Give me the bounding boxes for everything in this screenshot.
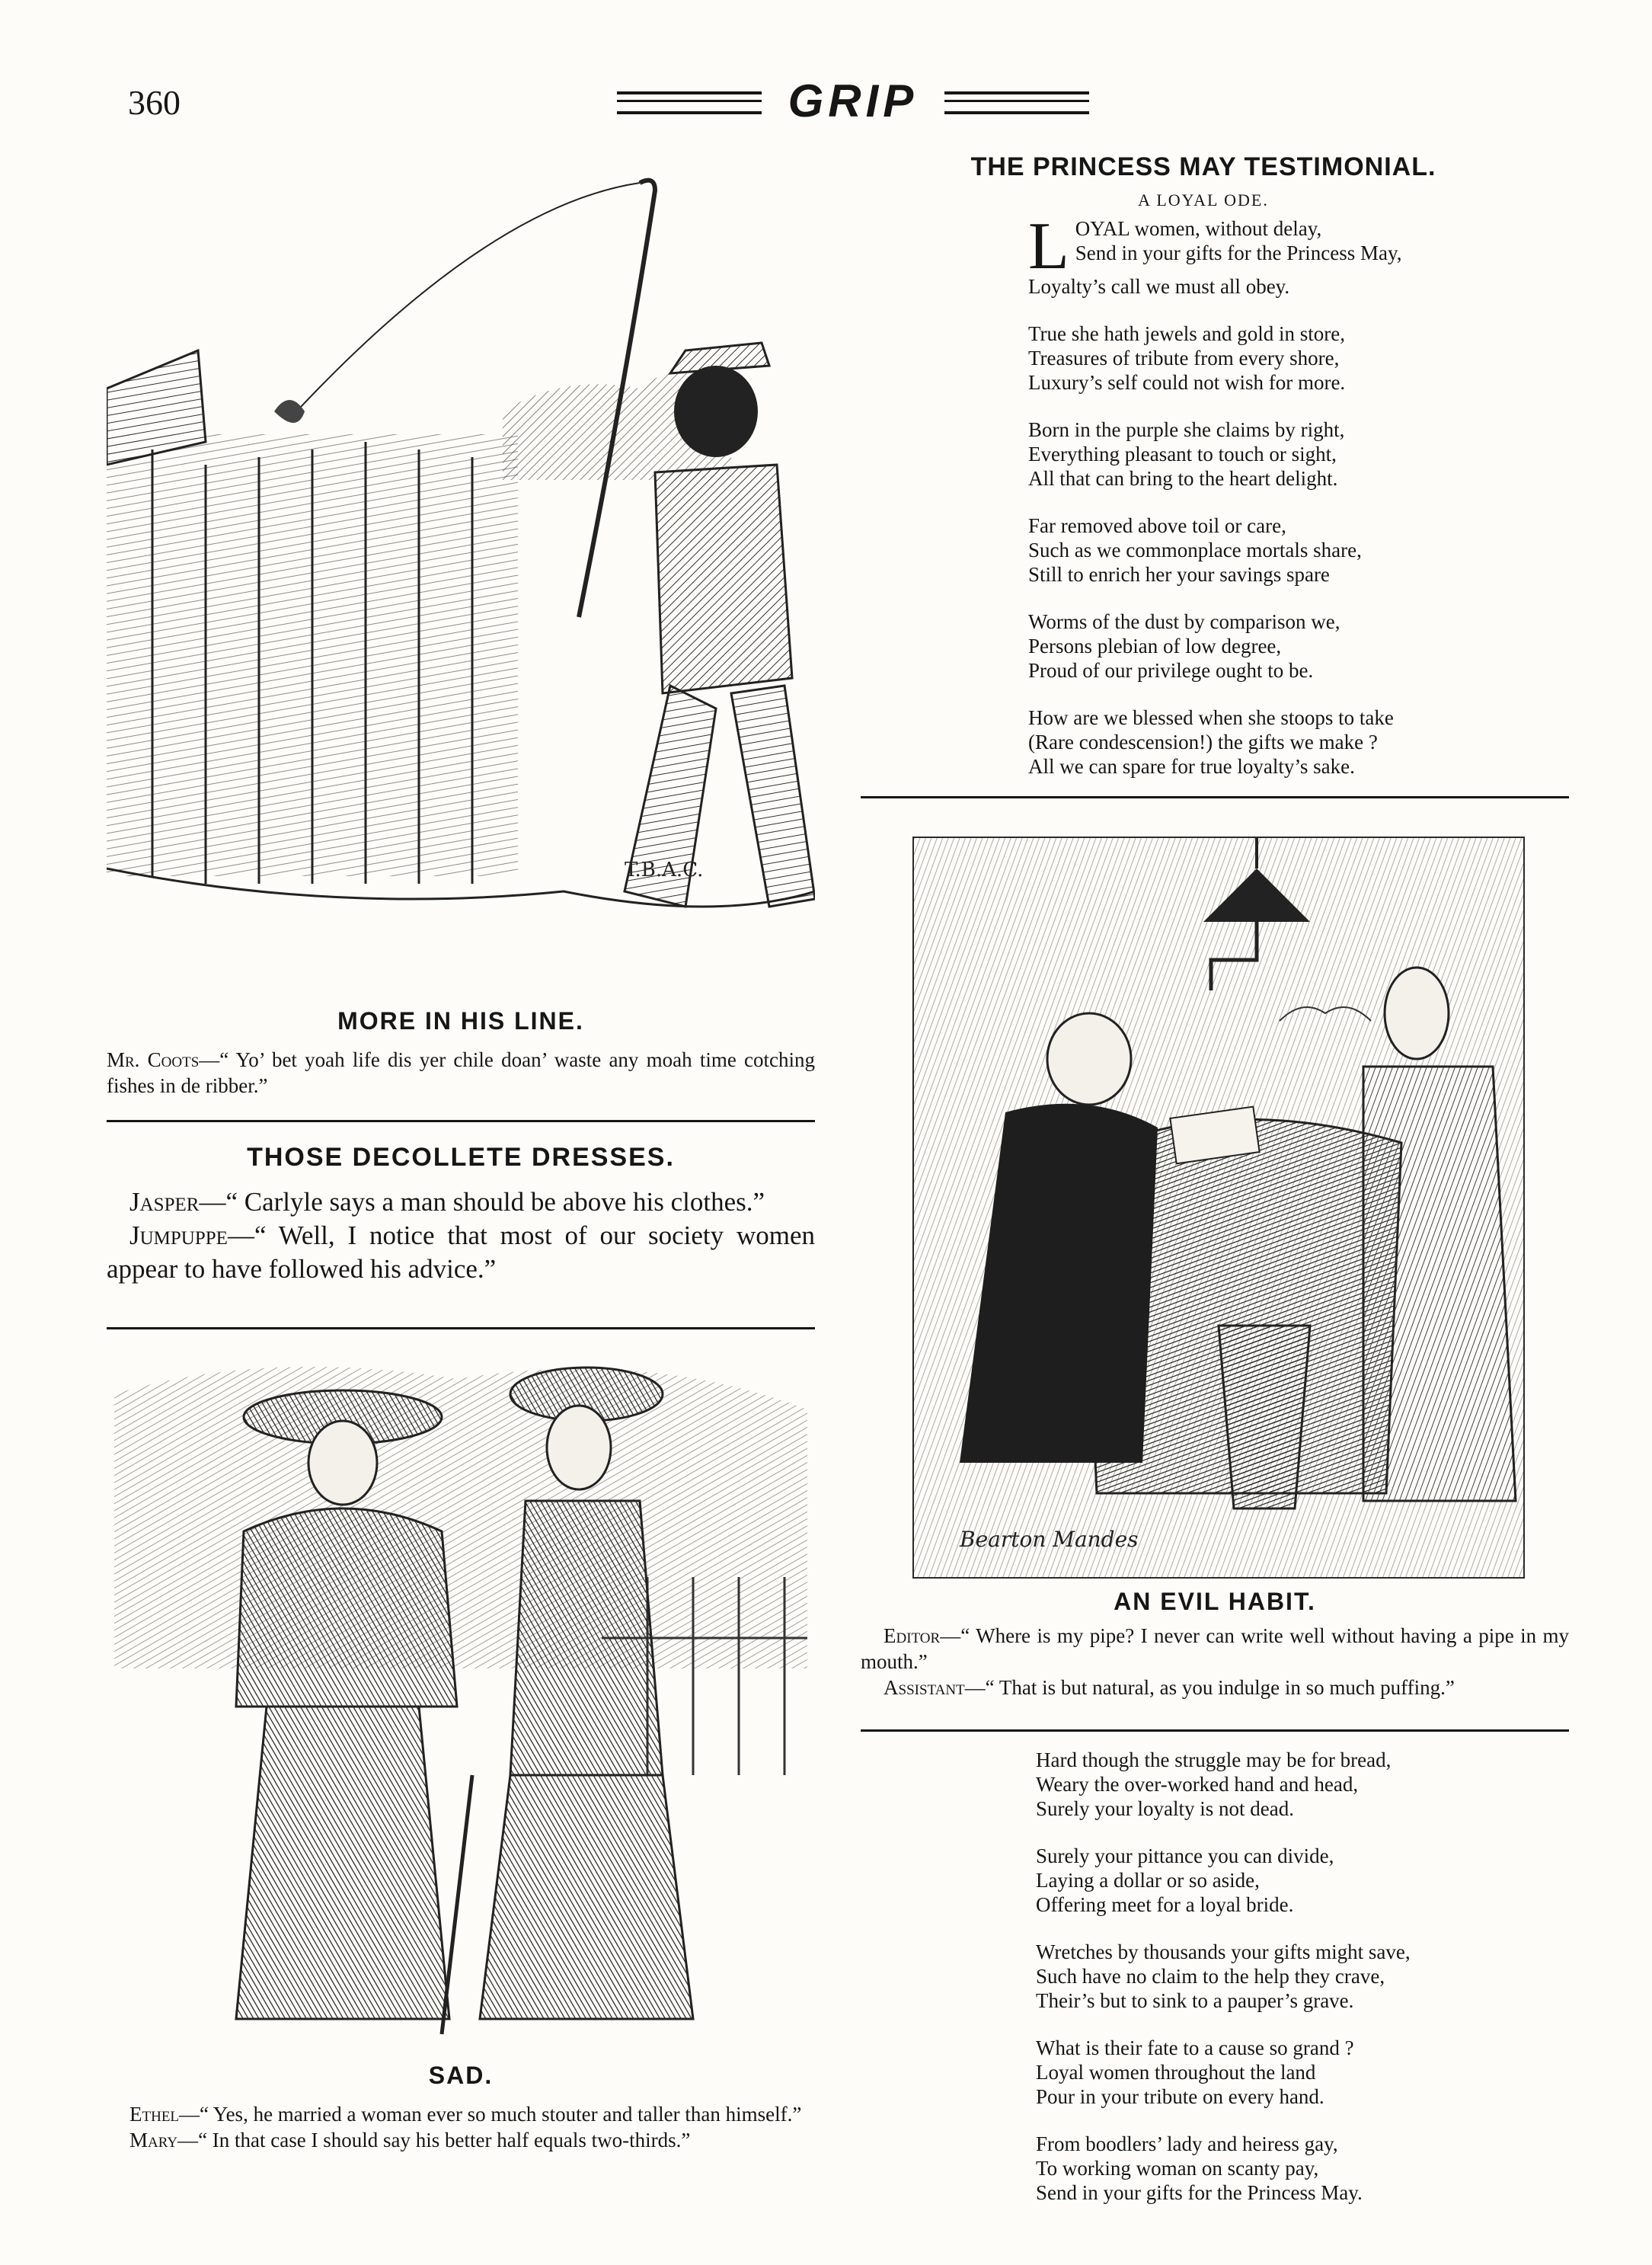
poem-line: All that can bring to the heart delight. (1028, 467, 1338, 490)
poem-line: Persons plebian of low degree, (1028, 635, 1282, 657)
jasper-line (107, 1185, 815, 1219)
poem-line: True she hath jewels and gold in store, (1028, 322, 1345, 345)
poem-line: Worms of the dust by comparison we, (1028, 610, 1340, 633)
cartoon-two-women-illustration (114, 1348, 807, 2049)
poem-line: Surely your loyalty is not dead. (1036, 1797, 1294, 1820)
speaker-jumpuppe: Jumpuppe (129, 1220, 228, 1250)
fisherman-drawing (107, 160, 815, 990)
page-number: 360 (128, 83, 181, 122)
speaker-editor: Editor (884, 1624, 941, 1647)
evil-habit-caption (861, 1623, 1569, 1700)
divider (107, 1327, 815, 1329)
dropcap: L (1028, 210, 1069, 283)
testimonial-title: THE PRINCESS MAY TESTIMONIAL. (970, 152, 1436, 181)
poem-line: Pour in your tribute on every hand. (1036, 2085, 1324, 2108)
poem-line: Proud of our privilege ought to be. (1028, 659, 1314, 682)
cartoon-caption (107, 1047, 815, 1099)
cartoon-signature: T.B.A.C. (625, 859, 704, 881)
masthead (609, 75, 1097, 128)
stanza-3 (1028, 417, 1546, 491)
stanza-5 (1028, 609, 1546, 683)
stanza-4 (1028, 513, 1546, 587)
poem-line: Loyal women throughout the land (1036, 2061, 1316, 2084)
poem-line: To working woman on scanty pay, (1036, 2157, 1319, 2180)
jumpuppe-text: —“ Well, I notice that most of our society women appear to have followed his advice.” (107, 1220, 815, 1284)
poem-line: Hard though the struggle may be for bread, (1036, 1748, 1392, 1771)
poem-line: Far removed above toil or care, (1028, 514, 1286, 537)
ethel-text: —“ Yes, he married a woman ever so much stouter and taller than himself.” (179, 2103, 802, 2126)
sad-title: SAD. (428, 2062, 494, 2089)
assistant-line (861, 1675, 1569, 1700)
poem-line: How are we blessed when she stoops to take (1028, 706, 1394, 729)
stanza-6 (1028, 705, 1546, 779)
mary-line (107, 2127, 815, 2153)
speaker-assistant: Assistant (884, 1676, 965, 1699)
poem-line: Treasures of tribute from every shore, (1028, 347, 1340, 370)
poem-line: Luxury’s self could not wish for more. (1028, 371, 1346, 394)
editor-line (861, 1623, 1569, 1675)
editor-text: —“ Where is my pipe? I never can write well without having a pipe in my mouth.” (861, 1624, 1569, 1673)
divider (107, 1120, 815, 1122)
cartoon-fisherman-illustration (107, 160, 815, 990)
poem-line: Offering meet for a loyal bride. (1036, 1893, 1294, 1916)
ethel-line (107, 2101, 815, 2127)
poem-line: From boodlers’ lady and heiress gay, (1036, 2132, 1338, 2155)
assistant-text: —“ That is but natural, as you indulge in so much puffing.” (964, 1676, 1455, 1699)
poem-line: Still to enrich her your savings spare (1028, 563, 1330, 586)
poem-line: All we can spare for true loyalty’s sake. (1028, 755, 1355, 778)
mary-text: —“ In that case I should say his better half equals two-thirds.” (177, 2129, 691, 2151)
speaker-ethel: Ethel (129, 2103, 180, 2126)
poem-line: Born in the purple she claims by right, (1028, 418, 1345, 441)
testimonial-subtitle: A LOYAL ODE. (1138, 190, 1269, 210)
poem-line: Laying a dollar or so aside, (1036, 1869, 1260, 1892)
stanza-1 (1028, 210, 1546, 299)
poem-line: What is their fate to a cause so grand ? (1036, 2036, 1354, 2059)
caption-text: —“ Yo’ bet yoah life dis yer chile doan’ waste any moah time cotching fishes in de ribber.” (107, 1048, 815, 1097)
stanza-9 (1036, 1940, 1554, 2013)
poem-line: Loyalty’s call we must all obey. (1028, 275, 1290, 298)
masthead-rule-right (944, 91, 1089, 114)
poem-continued (1036, 1748, 1554, 2228)
poem-line: Such as we commonplace mortals share, (1028, 539, 1362, 561)
stanza-2 (1028, 322, 1546, 395)
jasper-text: —“ Carlyle says a man should be above his clothes.” (199, 1187, 765, 1217)
testimonial-poem (1028, 210, 1546, 801)
cartoon-signature: Bearton Mandes (960, 1527, 1139, 1552)
poem-line: OYAL women, without delay, (1075, 217, 1322, 240)
poem-line: Send in your gifts for the Princess May, (1075, 242, 1402, 264)
stanza-7 (1036, 1748, 1554, 1821)
stanza-8 (1036, 1844, 1554, 1917)
poem-line: Wretches by thousands your gifts might save, (1036, 1940, 1411, 1963)
evil-habit-title: AN EVIL HABIT. (1114, 1588, 1316, 1615)
poem-line: Such have no claim to the help they crave, (1036, 1965, 1385, 1988)
speaker-jasper: Jasper (129, 1187, 200, 1217)
decollete-dialogue (107, 1185, 815, 1286)
two-women-drawing (114, 1348, 807, 2049)
divider (861, 796, 1569, 798)
masthead-title: GRIP (788, 75, 919, 126)
sad-caption (107, 2101, 815, 2153)
jumpuppe-line (107, 1219, 815, 1286)
cartoon-title: MORE IN HIS LINE. (337, 1007, 584, 1035)
stanza-10 (1036, 2036, 1554, 2109)
decollete-title: THOSE DECOLLETE DRESSES. (247, 1143, 675, 1172)
stanza-11 (1036, 2132, 1554, 2205)
editor-drawing (914, 838, 1523, 1577)
poem-line: Surely your pittance you can divide, (1036, 1844, 1334, 1867)
speaker-mary: Mary (129, 2129, 178, 2151)
speaker-mr-coots: Mr. Coots (107, 1048, 200, 1071)
poem-line: (Rare condescension!) the gifts we make ? (1028, 731, 1378, 753)
poem-line: Weary the over-worked hand and head, (1036, 1773, 1359, 1796)
poem-line: Send in your gifts for the Princess May. (1036, 2181, 1363, 2204)
cartoon-editor-illustration (912, 837, 1525, 1579)
poem-line: Everything pleasant to touch or sight, (1028, 443, 1337, 465)
poem-line: Their’s but to sink to a pauper’s grave. (1036, 1989, 1354, 2012)
divider (861, 1729, 1569, 1732)
